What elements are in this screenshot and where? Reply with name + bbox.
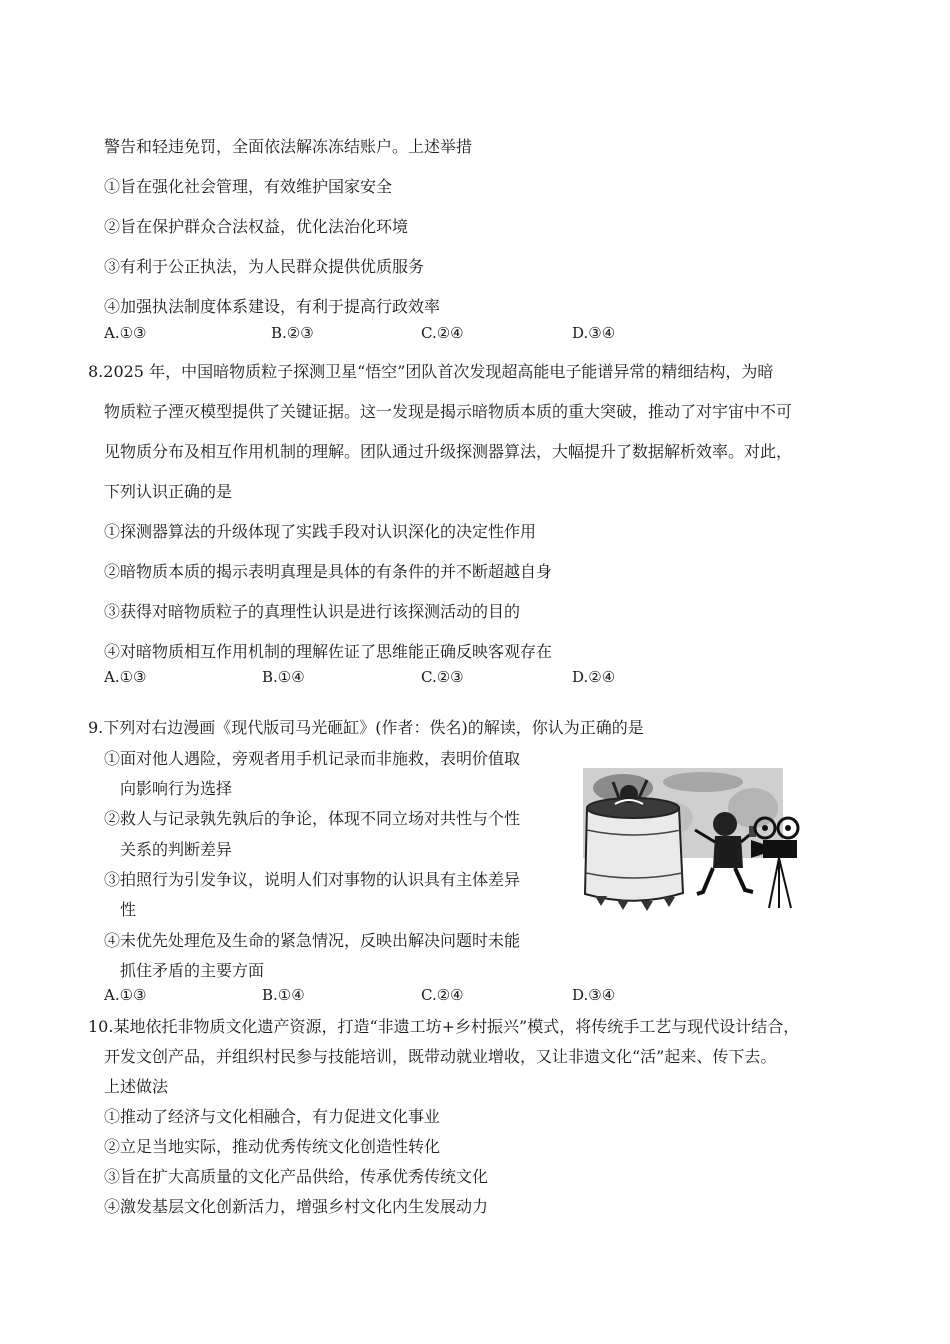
q7-item-4: ④加强执法制度体系建设，有利于提高行政效率 (104, 297, 441, 316)
q9-item-1-line-1: ①面对他人遇险，旁观者用手机记录而非施救，表明价值取 (104, 749, 521, 768)
q8-option-b: B.①④ (262, 668, 305, 686)
q7-item-3: ③有利于公正执法，为人民群众提供优质服务 (104, 257, 425, 276)
q8-stem-line-3: 见物质分布及相互作用机制的理解。团队通过升级探测器算法，大幅提升了数据解析效率。对此， (104, 442, 793, 461)
q9-option-d: D.③④ (572, 986, 616, 1004)
q10-stem-line-1: 10.某地依托非物质文化遗产资源，打造“非遗工坊+乡村振兴”模式，将传统手工艺与现代设计结合， (88, 1017, 800, 1036)
q10-item-4: ④激发基层文化创新活力，增强乡村文化内生发展动力 (104, 1197, 489, 1216)
q8-option-a: A.①③ (104, 668, 147, 686)
q9-item-2-line-1: ②救人与记录孰先孰后的争论，体现不同立场对共性与个性 (104, 809, 521, 828)
q8-item-2: ②暗物质本质的揭示表明真理是具体的有条件的并不断超越自身 (104, 562, 553, 581)
q9-item-3-line-2: 性 (120, 900, 137, 919)
q9-option-b: B.①④ (262, 986, 305, 1004)
q8-item-4: ④对暗物质相互作用机制的理解佐证了思维能正确反映客观存在 (104, 642, 553, 661)
q7-item-2: ②旨在保护群众合法权益，优化法治化环境 (104, 217, 409, 236)
q10-item-1: ①推动了经济与文化相融合，有力促进文化事业 (104, 1107, 441, 1126)
q10-stem-line-3: 上述做法 (104, 1077, 169, 1096)
q8-item-3: ③获得对暗物质粒子的真理性认识是进行该探测活动的目的 (104, 602, 521, 621)
q9-item-2-line-2: 关系的判断差异 (120, 840, 233, 859)
q10-item-3: ③旨在扩大高质量的文化产品供给，传承优秀传统文化 (104, 1167, 489, 1186)
q8-item-1: ①探测器算法的升级体现了实践手段对认识深化的决定性作用 (104, 522, 537, 541)
q8-option-d: D.②④ (572, 668, 616, 686)
q8-stem-line-1: 8.2025 年，中国暗物质粒子探测卫星“悟空”团队首次发现超高能电子能谱异常的精细结构，为暗 (88, 362, 774, 381)
q10-stem-line-2: 开发文创产品，并组织村民参与技能培训，既带动就业增收，又让非遗文化“活”起来、传下去。 (104, 1047, 777, 1066)
q7-option-d: D.③④ (572, 324, 616, 342)
q9-option-a: A.①③ (104, 986, 147, 1004)
q9-item-4-line-1: ④未优先处理危及生命的紧急情况，反映出解决问题时未能 (104, 931, 521, 950)
q9-option-c: C.②④ (421, 986, 464, 1004)
q8-option-c: C.②③ (421, 668, 464, 686)
q9-item-3-line-1: ③拍照行为引发争议，说明人们对事物的认识具有主体差异 (104, 870, 521, 889)
q7-item-1: ①旨在强化社会管理，有效维护国家安全 (104, 177, 393, 196)
q7-option-b: B.②③ (271, 324, 314, 342)
cartoon-illustration (583, 768, 815, 916)
q7-intro-tail: 警告和轻违免罚，全面依法解冻冻结账户。上述举措 (104, 137, 473, 156)
q7-option-a: A.①③ (104, 324, 147, 342)
q9-item-1-line-2: 向影响行为选择 (120, 779, 233, 798)
q8-stem-line-4: 下列认识正确的是 (104, 482, 233, 501)
q10-item-2: ②立足当地实际，推动优秀传统文化创造性转化 (104, 1137, 441, 1156)
q8-stem-line-2: 物质粒子湮灭模型提供了关键证据。这一发现是揭示暗物质本质的重大突破，推动了对宇宙中不可 (104, 402, 793, 421)
q9-stem: 9.下列对右边漫画《现代版司马光砸缸》(作者：佚名)的解读，你认为正确的是 (88, 718, 644, 737)
q9-item-4-line-2: 抓住矛盾的主要方面 (120, 961, 265, 980)
q7-option-c: C.②④ (421, 324, 464, 342)
